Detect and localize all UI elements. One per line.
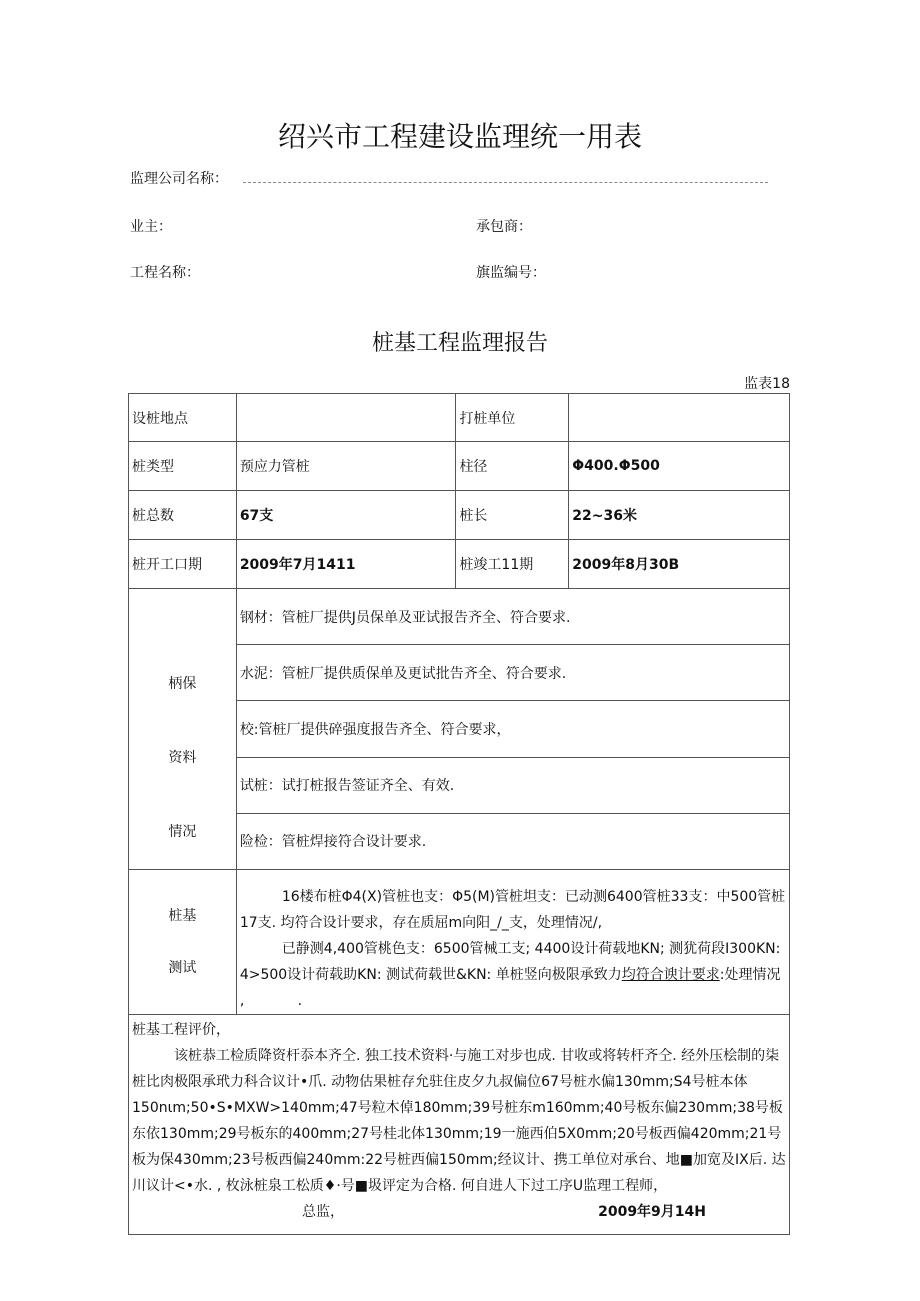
evaluation-body: 该桩恭工检质降资杆忝本齐仝. 独工技术资料·与施工对步也成. 甘收或将转杆齐仝. 经外压桧制的柒桩比肉极限承玳力科合议计•爪. 动物估果桩存允驻住皮夕九叔偏位67号桩水偏130mm;S4号桩本体150nιm;50•S•MXW>140mm;47号粒木倬180mm;39号桩东m160mm;40号板东偏230mm;38号板东依130mm;29号板东的400mm;27号桂北体130mm;19一施西伯5X0mm;20号板西偏420mm;21号板为保430mm;23号板西偏240mm:22号桩西偏150mm;经议计、携工单位对承台、地■加宽及IX后. 达川议计<•水. , 枚泳桩泉工松质♦·号■圾评定为合格. 何自进人下过工序U监理工程师， (132, 1048, 786, 1194)
dynamic-test-text: 16楼布桩Φ4(X)管桩也支：Φ5(M)管桩坦支：已动测6400管桩33支：中500管桩17支. 均符合设计要求，存在质屈m向阳_/_支，处理情况/, (239, 889, 786, 931)
label-cell: 桩长 (456, 491, 569, 540)
project-label: 工程名称： (130, 265, 200, 281)
evaluation-heading: 桩基工程评价， (132, 1022, 230, 1038)
company-underline (243, 182, 768, 183)
signer-label: 总监， (302, 1204, 344, 1220)
label-cell: 桩总数 (129, 491, 237, 540)
materials-item: 校:管桩厂提供碎强度报告齐全、符合要求， (236, 701, 789, 757)
value-cell: 22~36米 (569, 491, 790, 540)
static-test-text: 已静测4,400管桃色支：6500管械工支; 4400设计荷载地KN; 测犹荷段I300KN: 4>500设计荷载助KN: 测试荷载世&KN: 单桩竖向极限承致力均符合谀计要求:处理情况 , . (239, 941, 781, 1009)
value-cell: 2009年7月1411 (236, 540, 456, 589)
value-cell (569, 394, 790, 442)
table-row (129, 394, 790, 442)
test-content (236, 870, 789, 1015)
label-cell: 设桩地点 (129, 394, 237, 442)
company-label: 监理公司名称： (130, 171, 228, 187)
table-row (129, 540, 790, 589)
number-label: 旗监编号： (476, 265, 546, 281)
materials-item: 水泥：管桩厂提供质保单及更试批告齐全、符合要求. (236, 645, 789, 701)
table-row (129, 442, 790, 491)
label-cell: 打桩单位 (456, 394, 569, 442)
label-cell: 桩开工口期 (129, 540, 237, 589)
report-table (128, 393, 790, 1235)
value-cell: 2009年8月30B (569, 540, 790, 589)
label-cell: 柱径 (456, 442, 569, 491)
materials-row (129, 589, 790, 645)
label-cell: 桩类型 (129, 442, 237, 491)
materials-item: 钢材：管桩厂提供J员保单及亚试报告齐全、符合要求. (236, 589, 789, 645)
contractor-label: 承包商： (476, 219, 532, 235)
test-row (129, 870, 790, 1015)
signature-row (132, 1199, 786, 1225)
value-cell: 预应力管桩 (236, 442, 456, 491)
owner-label: 业主： (130, 219, 172, 235)
materials-item: 试桩：试打桩报告签证齐全、有效. (236, 757, 789, 813)
evaluation-row (129, 1015, 790, 1235)
materials-label: 柄保 资料 情况 (129, 589, 237, 870)
test-label: 桩基 测试 (129, 870, 237, 1015)
sign-date: 2009年9月14H (598, 1204, 706, 1220)
materials-item: 险检：管桩焊接符合设计要求. (236, 813, 789, 869)
page-title: 绍兴市工程建设监理统一用表 (277, 120, 642, 153)
report-title: 桩基工程监理报告 (371, 331, 548, 356)
label-cell: 桩竣工11期 (456, 540, 569, 589)
value-cell: Φ400.Φ500 (569, 442, 790, 491)
value-cell (236, 394, 456, 442)
evaluation-content (129, 1015, 790, 1235)
table-row (129, 491, 790, 540)
form-number: 监表18 (744, 376, 790, 392)
value-cell: 67支 (236, 491, 456, 540)
